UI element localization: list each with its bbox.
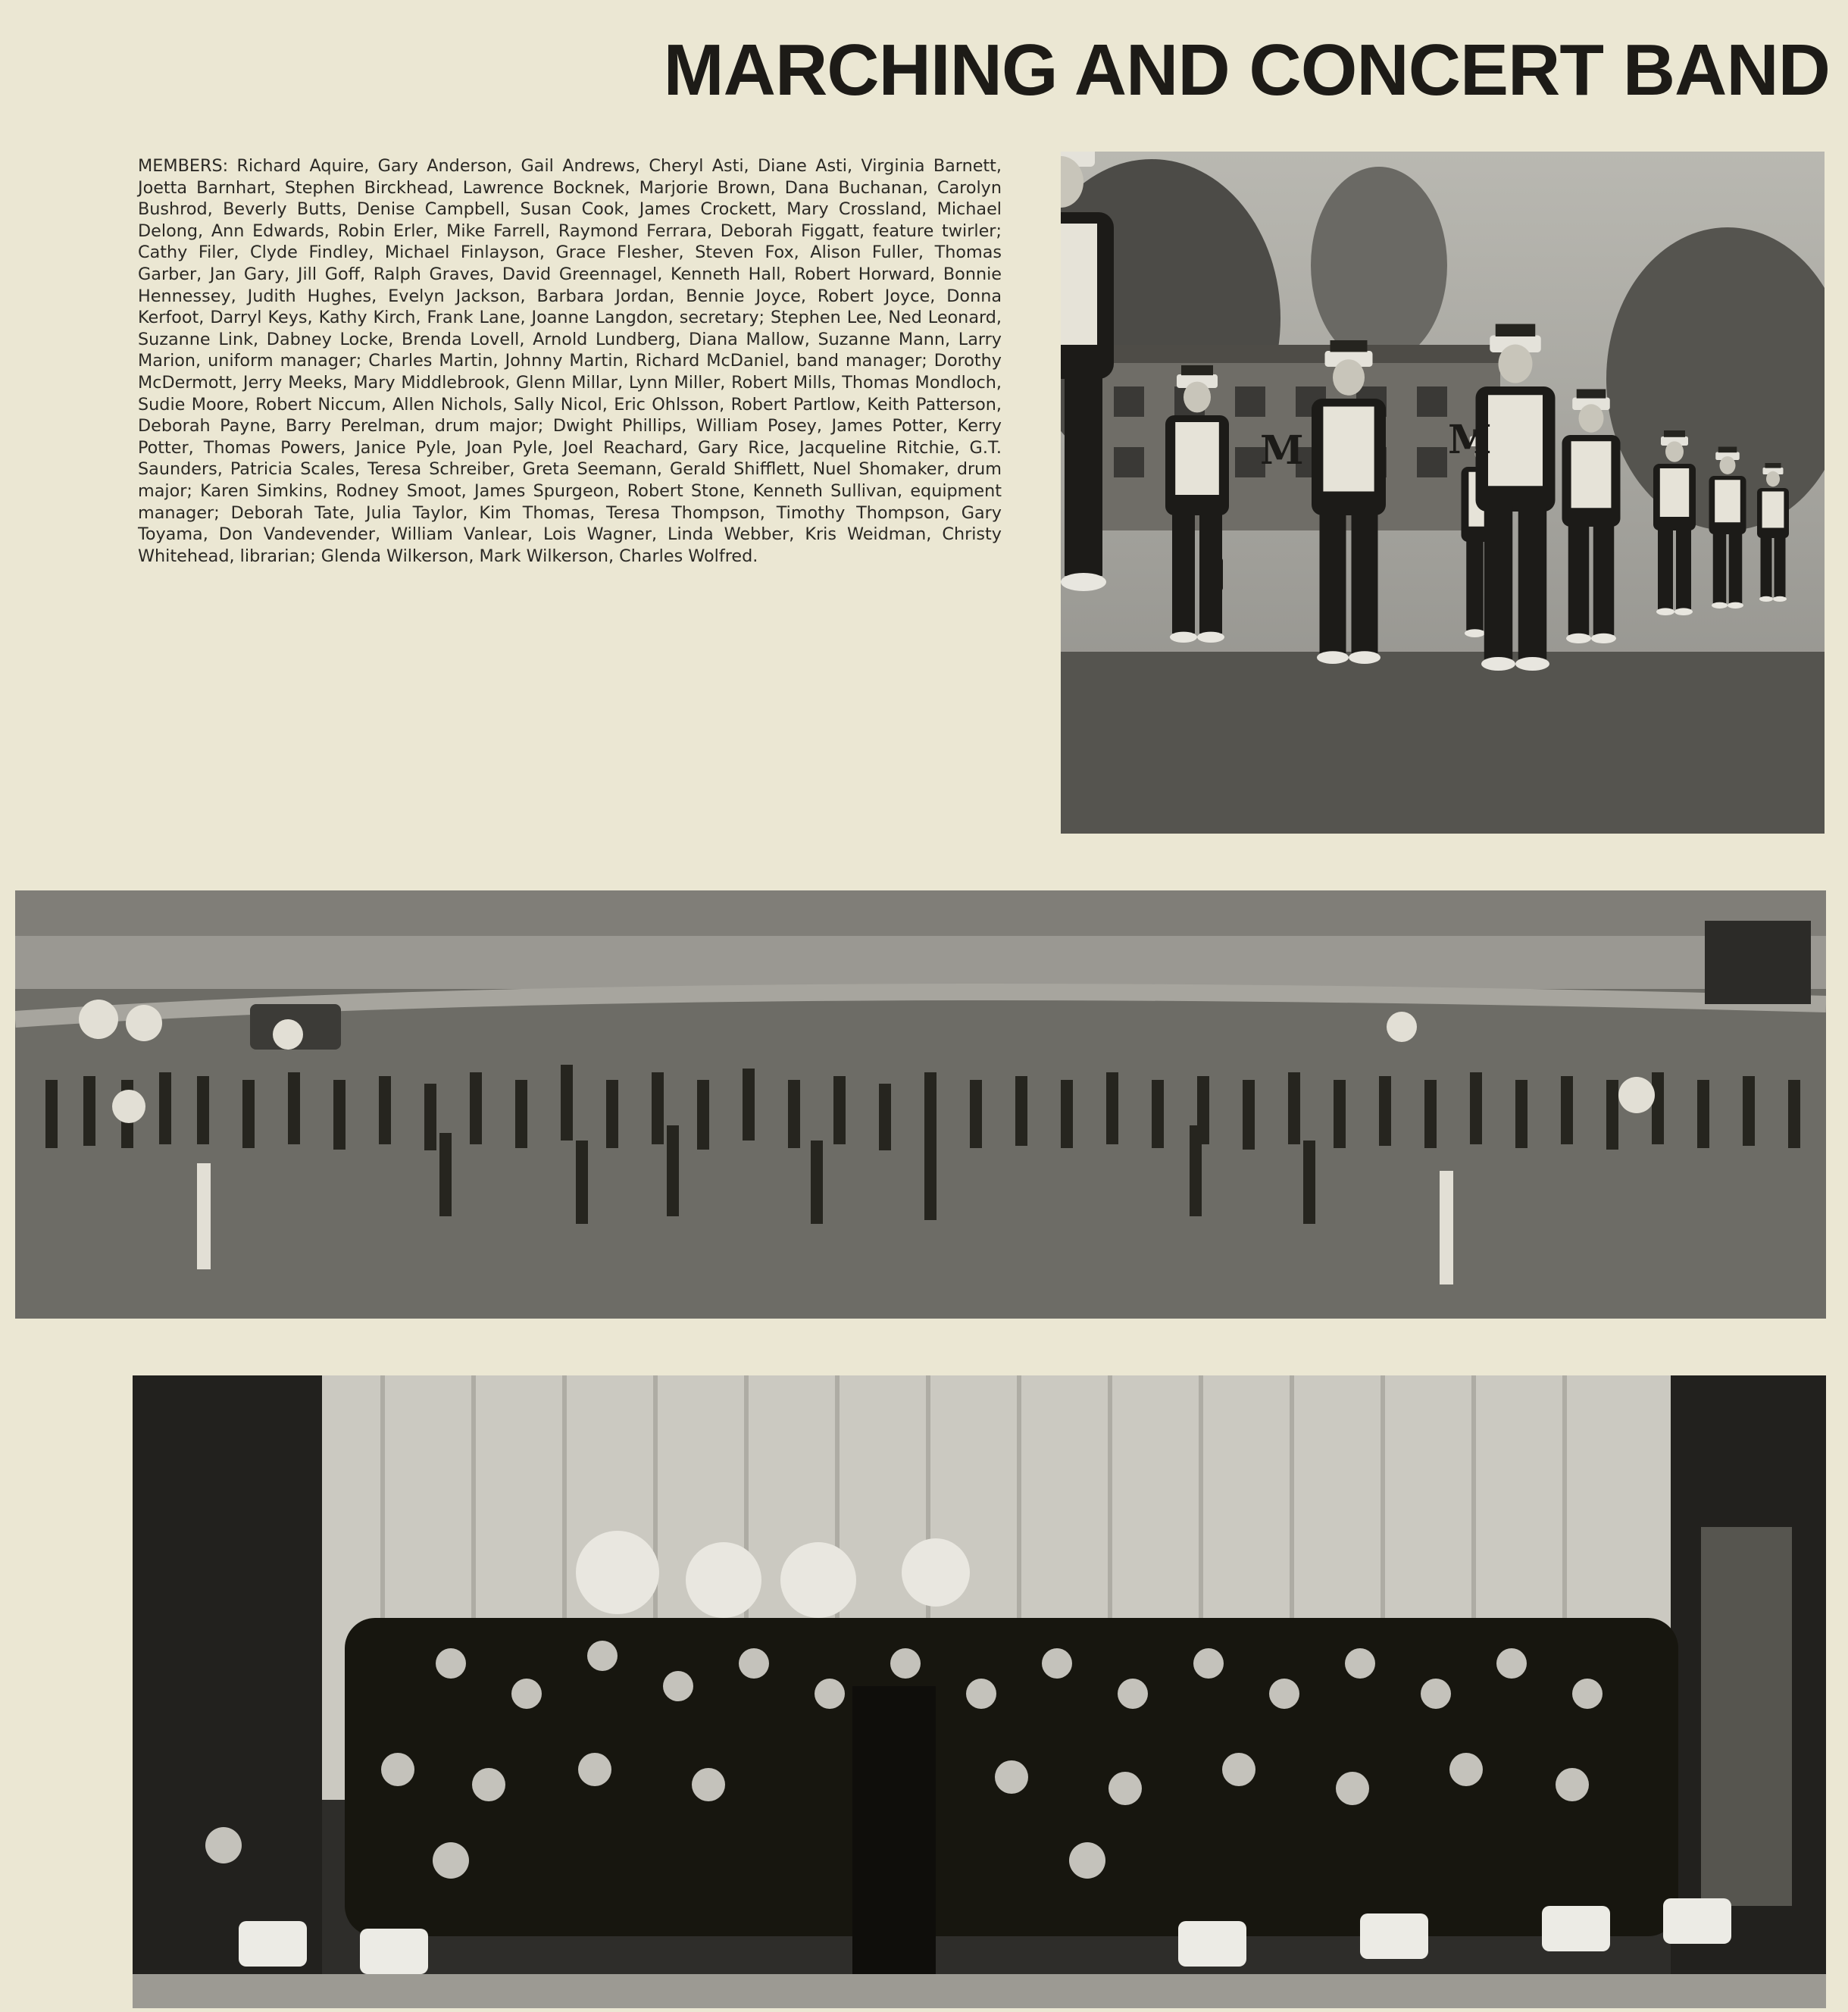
uniform-letter: M [1448,417,1492,463]
concert-band-photo [133,1375,1826,2008]
page-title: MARCHING AND CONCERT BAND [663,30,1830,111]
marching-parade-photo [1061,152,1825,834]
members-list: MEMBERS: Richard Aquire, Gary Anderson, Gail Andrews, Cheryl Asti, Diane Asti, Virginia Barnett, Joetta Barnhart, Stephen Birckhead, Lawrence Bocknek, Marjorie Brown, Dana Buchanan, Carolyn Bushrod, Beverly Butts, Denise Campbell, Susan Cook, James Crockett, Mary Crossland, Michael Delong, Ann Edwards, Robin Erler, Mike Farrell, Raymond Ferrara, Deborah Figgatt, feature twirler; Cathy Filer, Clyde Findley, Michael Finlayson, Grace Flesher, Steven Fox, Alison Fuller, Thomas Garber, Jan Gary, Jill Goff, Ralph Graves, David Greennagel, Kenneth Hall, Robert Horward, Bonnie Hennessey, Judith Hughes, Evelyn Jackson, Barbara Jordan, Bennie Joyce, Robert Joyce, Donna Kerfoot, Darryl Keys, Kathy Kirch, Frank Lane, Joanne Langdon, secretary; Stephen Lee, Ned Leonard, Suzanne Link, Dabney Locke, Brenda Lovell, Arnold Lundberg, Diana Mallow, Suzanne Mann, Larry Marion, uniform manager; Charles Martin, Johnny Martin, Richard McDaniel, band manager; Dorothy McDermott, Jerry Meeks, Mary Middlebrook, Glenn Millar, Lynn Miller, Robert Mills, Thomas Mondloch, Sudie Moore, Robert Niccum, Allen Nichols, Sally Nicol, Eric Ohlsson, Robert Partlow, Keith Patterson, Deborah Payne, Barry Perelman, drum major; Dwight Phillips, William Posey, James Potter, Kerry Potter, Thomas Powers, Janice Pyle, Joan Pyle, Joel Reachard, Gary Rice, Jacqueline Ritchie, G.T. Saunders, Patricia Scales, Teresa Schreiber, Greta Seemann, Gerald Shifflett, Nuel Shomaker, drum major; Karen Simkins, Rodney Smoot, James Spurgeon, Robert Stone, Kenneth Sullivan, equipment manager; Deborah Tate, Julia Taylor, Kim Thomas, Teresa Thompson, Timothy Thompson, Gary Toyama, Don Vandevender, William Vanlear, Lois Wagner, Linda Webber, Kris Weidman, Christy Whitehead, librarian; Glenda Wilkerson, Mark Wilkerson, Charles Wolfred. [138,156,1002,566]
field-formation-photo [15,890,1826,1319]
uniform-letter: M [1260,427,1304,474]
